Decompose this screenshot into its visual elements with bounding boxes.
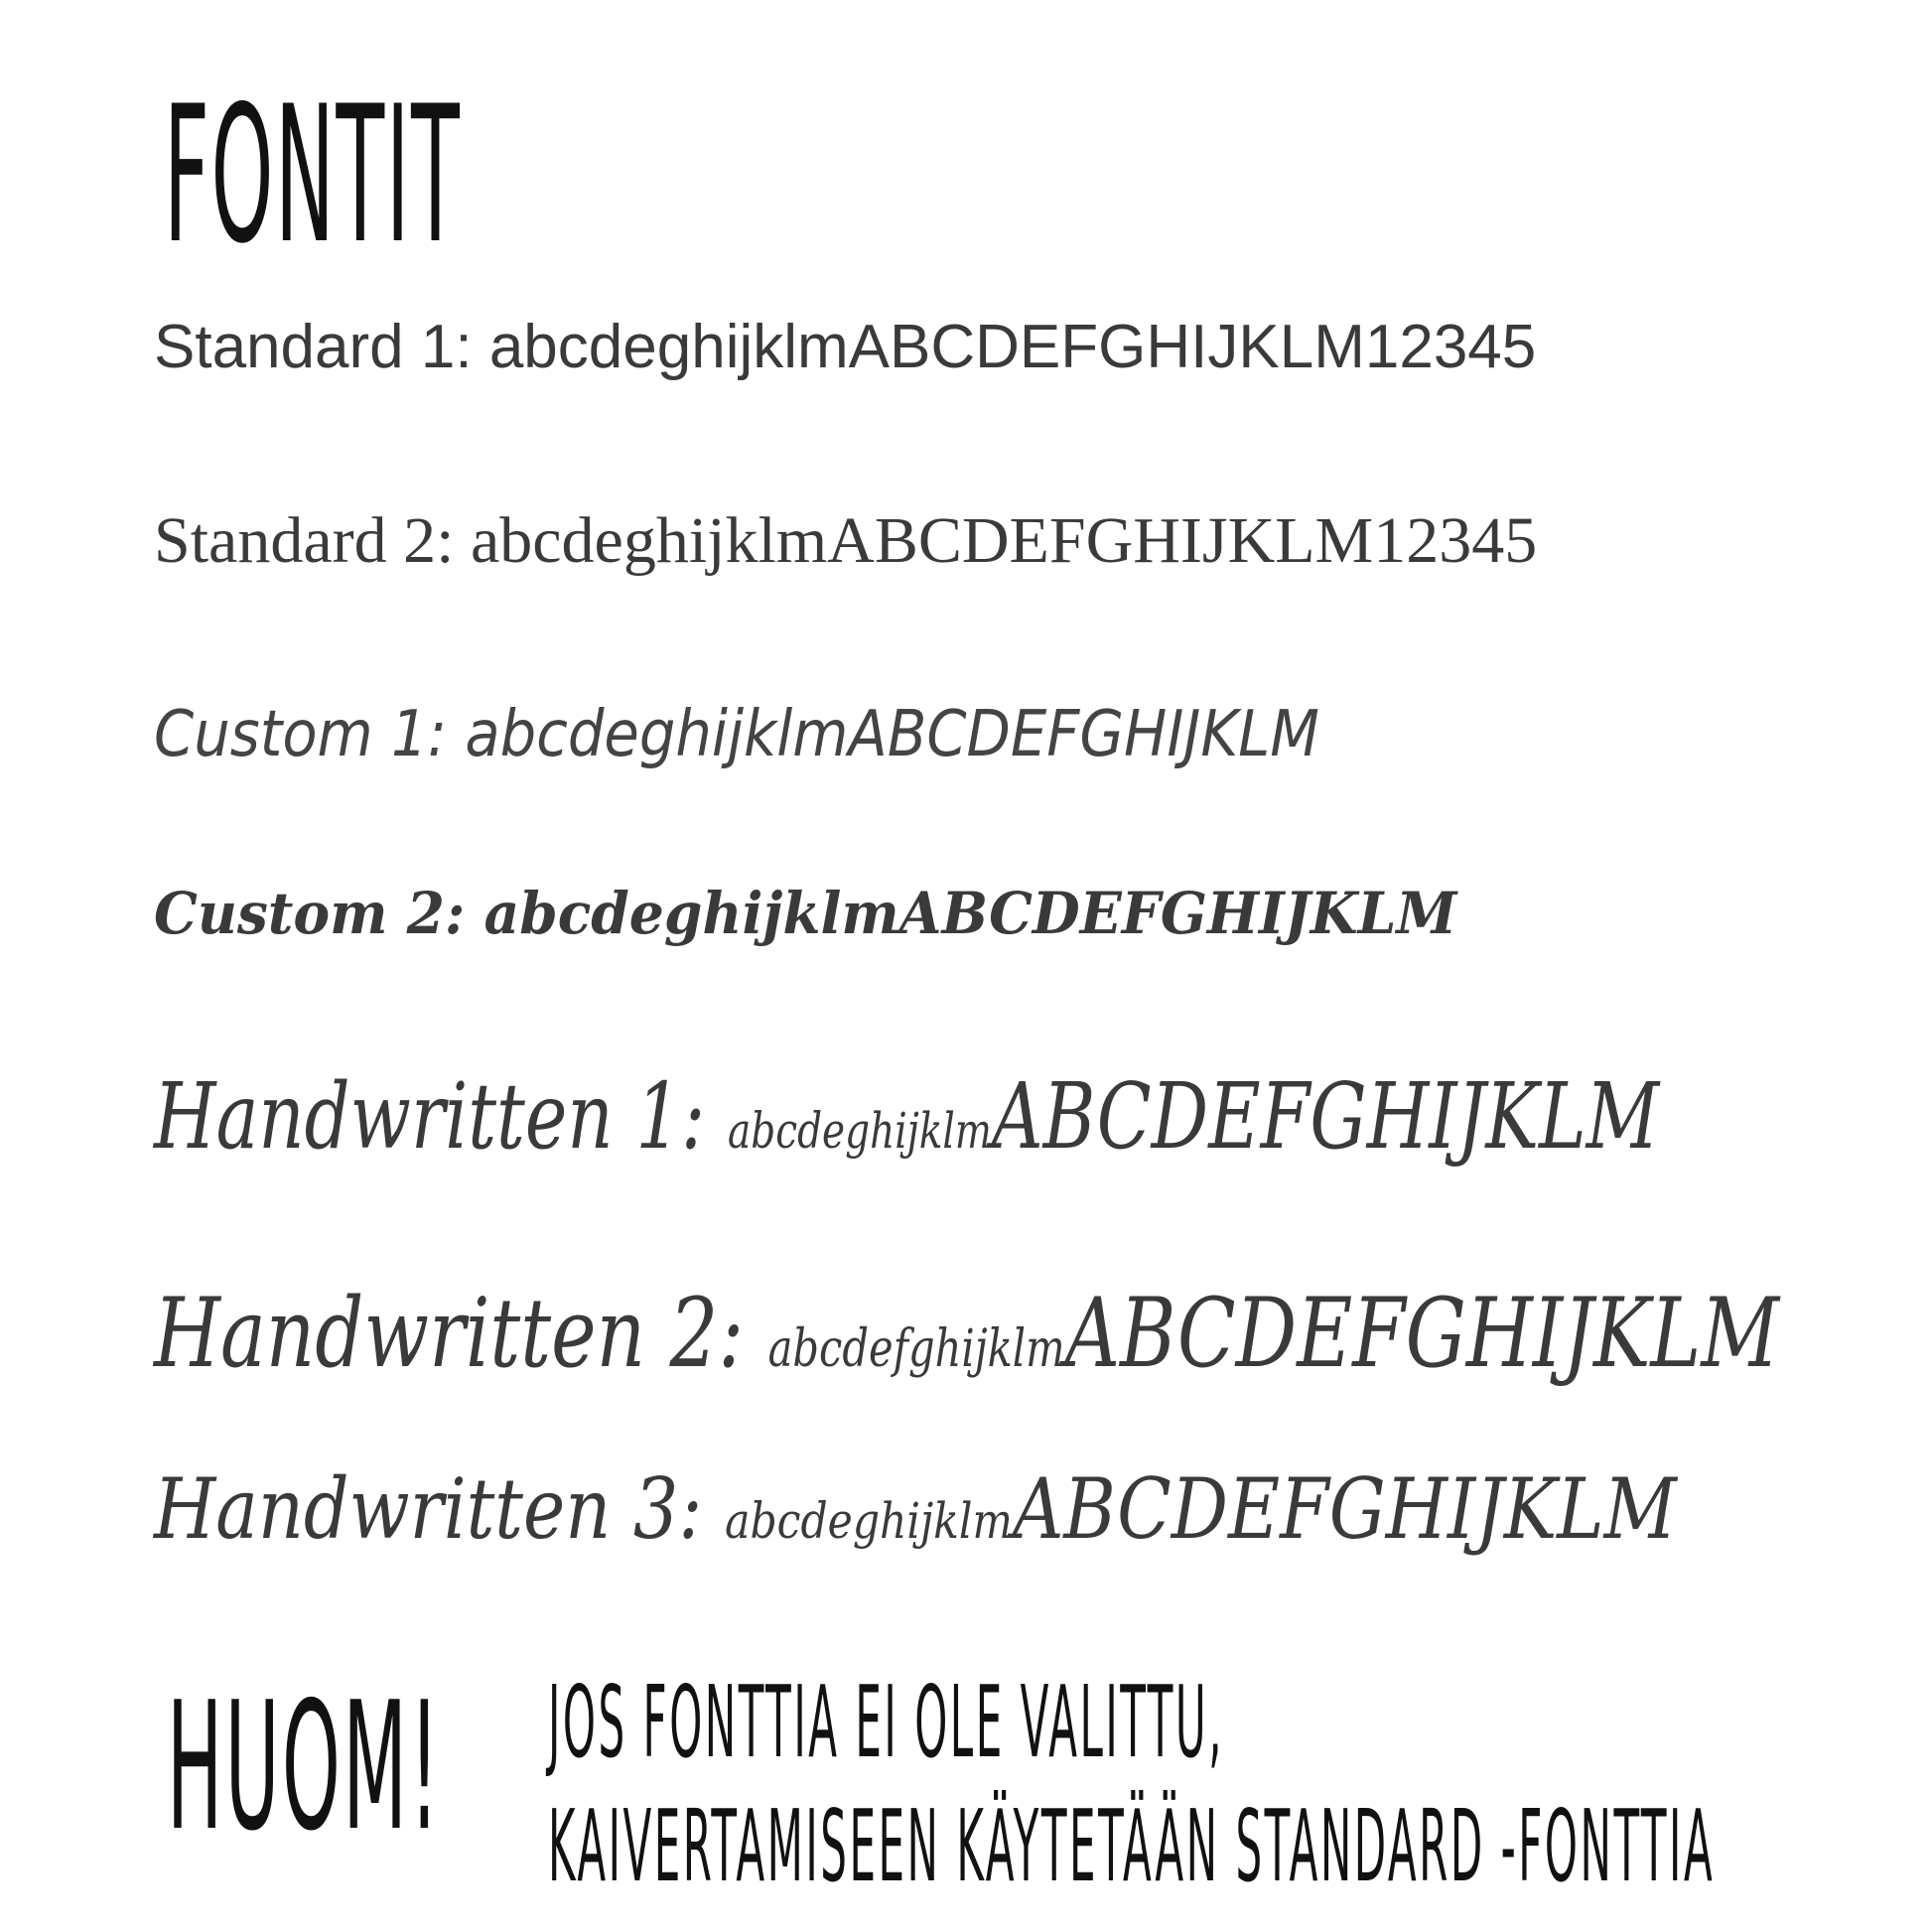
font-label: Handwritten 3: bbox=[154, 1460, 703, 1558]
font-sample-lowercase: abcdeghijklm bbox=[725, 1492, 1013, 1550]
font-label: Standard 2: bbox=[154, 504, 455, 577]
page-title: FONTIT bbox=[164, 66, 462, 285]
font-sample-standard-1 bbox=[154, 308, 1536, 387]
font-sample-custom-2 bbox=[154, 869, 1456, 958]
font-sample-handwritten-3 bbox=[154, 1459, 1677, 1571]
font-sample-lowercase: abcdefghijklm bbox=[767, 1319, 1065, 1379]
font-label: Handwritten 2: bbox=[154, 1278, 745, 1389]
font-sample-uppercase: ABCDEFGHIJKLM bbox=[1064, 1278, 1780, 1389]
font-sample-uppercase: ABCDEFGHIJKLM bbox=[1012, 1460, 1677, 1558]
notice-heading: HUOM! bbox=[167, 1664, 442, 1869]
font-sample-handwritten-1 bbox=[154, 1057, 1659, 1190]
font-label: Custom 1: bbox=[154, 698, 448, 771]
font-sample-uppercase: ABCDEFGHIJKLM bbox=[991, 1063, 1660, 1170]
font-label: Custom 2: bbox=[154, 880, 466, 947]
font-label: Handwritten 1: bbox=[154, 1063, 706, 1170]
font-sample-text: abcdeghijklmABCDEFGHIJKLM12345 bbox=[488, 313, 1537, 381]
font-sample-text: abcdeghijklmABCDEFGHIJKLM bbox=[483, 880, 1457, 947]
notice-line-1: JOS FONTTIA EI OLE VALITTU, bbox=[548, 1664, 1225, 1780]
font-sample-handwritten-2 bbox=[154, 1274, 1779, 1409]
font-sample-text: abcdeghijklmABCDEFGHIJKLM12345 bbox=[470, 504, 1538, 577]
font-sample-custom-1 bbox=[154, 690, 1319, 779]
font-sample-text: abcdeghijklmABCDEFGHIJKLM bbox=[465, 698, 1319, 771]
font-sample-standard-2 bbox=[154, 501, 1537, 581]
font-sample-lowercase: abcdeghijklm bbox=[728, 1102, 992, 1160]
font-label: Standard 1: bbox=[154, 313, 473, 381]
notice-line-2: KAIVERTAMISEEN KÄYTETÄÄN STANDARD -FONTTIA bbox=[548, 1788, 1716, 1904]
